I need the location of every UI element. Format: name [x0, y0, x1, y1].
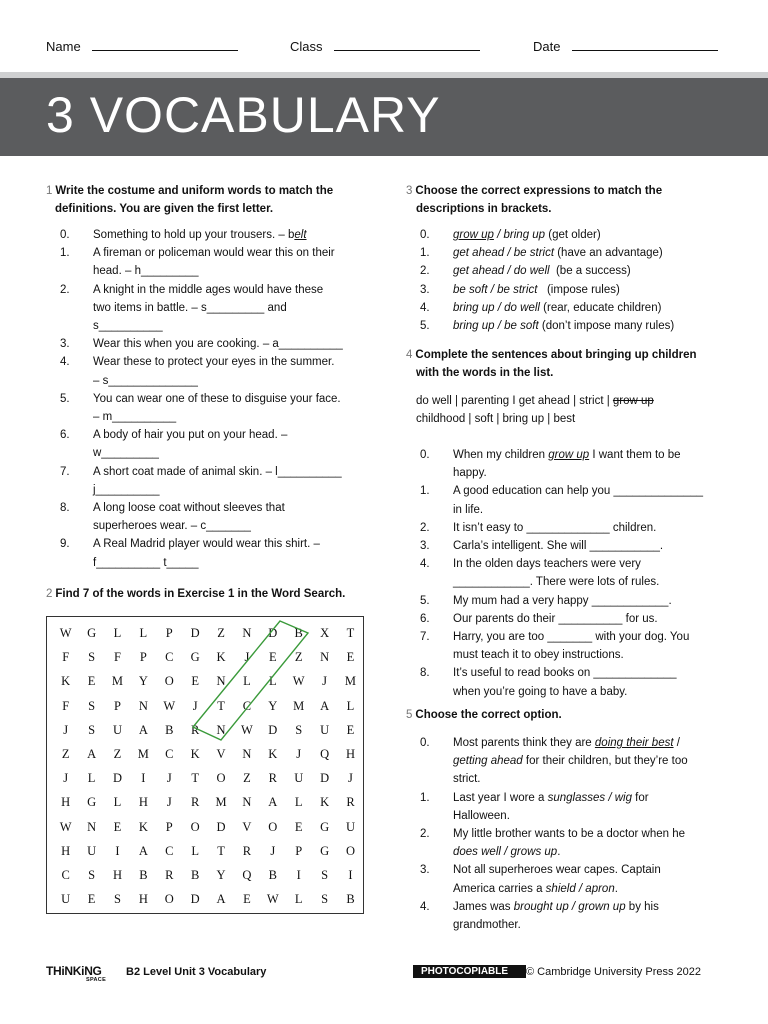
list-item	[46, 353, 366, 389]
item-number: 0.	[420, 229, 430, 241]
list-item: 0. When my children grow up I want them to be happy.	[420, 449, 681, 480]
item-text: f__________ t_____	[93, 556, 199, 569]
grid-letter[interactable]: D	[320, 771, 330, 786]
grid-letter[interactable]: J	[348, 771, 354, 786]
option-a: get ahead	[453, 247, 505, 260]
item-text: Wear this when you are cooking. – a__________	[93, 338, 343, 351]
grid-letter[interactable]: H	[61, 795, 71, 810]
list-item: 4. James was brought up / grown up by his grandmother.	[420, 900, 659, 932]
grid-letter[interactable]: D	[268, 722, 278, 737]
list-item	[406, 628, 730, 664]
item-answer: elt	[294, 229, 307, 241]
item-number: 5.	[60, 392, 70, 405]
item-text: – m__________	[93, 411, 177, 424]
item-description: (get older)	[545, 229, 601, 241]
grid-letter[interactable]: N	[87, 819, 97, 834]
grid-letter[interactable]: K	[268, 746, 278, 761]
grid-letter[interactable]: U	[61, 892, 71, 907]
grid-letter[interactable]: P	[165, 819, 174, 834]
list-item: 3. Not all superheroes wear capes. Captain America carries a shield / apron.	[420, 864, 661, 895]
grid-letter[interactable]: J	[296, 746, 302, 761]
grid-letter[interactable]: M	[344, 674, 357, 689]
item-number: 4.	[60, 356, 70, 369]
list-item: 2. My little brother wants to be a doctor when he does well / grows up.	[420, 828, 686, 859]
list-item	[406, 244, 730, 262]
word-search	[46, 616, 364, 914]
exercise-3-list	[406, 226, 730, 335]
grid-letter[interactable]: N	[320, 650, 330, 665]
item-text: Harry, you are too _______ with your dog. You	[453, 631, 690, 644]
item-number: 9.	[60, 538, 70, 551]
list-item	[406, 482, 730, 518]
grid-letter[interactable]: C	[242, 698, 252, 713]
option-separator: /	[494, 320, 505, 333]
grid-letter[interactable]: D	[190, 892, 201, 907]
option-b: be strict	[513, 247, 555, 260]
item-text: A good education can help you ______________	[453, 485, 704, 498]
date-blank[interactable]	[572, 38, 718, 51]
grid-letter[interactable]: P	[295, 843, 303, 858]
grid-letter[interactable]: O	[268, 819, 278, 834]
item-text: A long loose coat without sleeves that	[93, 502, 285, 515]
grid-letter[interactable]: L	[294, 892, 304, 907]
grid-letter[interactable]: K	[216, 650, 227, 665]
grid-letter[interactable]: N	[242, 746, 252, 761]
item-text: two items in battle. – s_________ and	[93, 301, 287, 314]
grid-letter[interactable]: I	[141, 771, 146, 786]
list-item	[46, 335, 366, 353]
list-item	[406, 664, 730, 700]
item-number: 5.	[420, 320, 430, 333]
grid-letter[interactable]: D	[216, 819, 227, 834]
option-separator: /	[494, 301, 505, 314]
option-b: be soft	[504, 320, 539, 333]
exercise-5	[406, 706, 730, 934]
grid-letter[interactable]: B	[165, 722, 174, 737]
item-number: 3.	[420, 283, 430, 296]
grid-letter[interactable]: O	[164, 674, 175, 689]
grid-letter[interactable]: H	[345, 746, 356, 761]
grid-letter[interactable]: Y	[138, 674, 149, 689]
exercise-2	[46, 585, 366, 603]
grid-letter[interactable]: J	[270, 843, 276, 858]
grid-letter[interactable]: I	[348, 867, 354, 882]
item-number: 6.	[420, 612, 430, 625]
grid-letter[interactable]: L	[87, 771, 96, 786]
footer-level: B2 Level Unit 3 Vocabulary	[126, 966, 267, 978]
photocopiable-badge: PHOTOCOPIABLE	[413, 965, 526, 978]
grid-letter[interactable]: O	[216, 771, 227, 786]
exercise-3	[406, 182, 730, 335]
option-a: bring up	[453, 320, 495, 333]
grid-letter[interactable]: G	[320, 843, 330, 858]
grid-letter[interactable]: Q	[242, 867, 252, 882]
exercise-4-list	[406, 446, 730, 701]
grid-letter[interactable]: K	[61, 674, 71, 689]
item-number: 3.	[420, 540, 430, 553]
grid-letter[interactable]: C	[61, 867, 71, 882]
item-number: 1.	[420, 485, 430, 498]
grid-letter[interactable]: U	[112, 722, 123, 737]
list-item	[46, 426, 366, 462]
grid-letter[interactable]: H	[138, 892, 149, 907]
list-item	[46, 463, 366, 499]
list-item	[406, 610, 730, 628]
grid-letter[interactable]: L	[294, 795, 304, 810]
item-number: 2.	[60, 283, 70, 296]
grid-letter[interactable]: F	[62, 650, 70, 665]
item-text: must teach it to obey instructions.	[453, 649, 624, 662]
option-a: grow up	[453, 229, 494, 241]
exercise-5-list	[406, 734, 730, 934]
grid-letter[interactable]: R	[268, 771, 278, 786]
publisher-logo: THiNKiNG	[46, 964, 102, 978]
grid-letter[interactable]: R	[165, 867, 174, 882]
word-search-highlight	[47, 617, 365, 915]
grid-letter[interactable]: L	[243, 674, 252, 689]
exercise-4	[406, 346, 730, 701]
grid-letter[interactable]: C	[165, 650, 174, 665]
item-text: w_________	[93, 447, 159, 460]
grid-letter[interactable]: A	[320, 698, 330, 713]
grid-letter[interactable]: U	[320, 722, 330, 737]
title-banner	[0, 72, 768, 156]
option-separator: /	[487, 283, 498, 296]
grid-letter[interactable]: V	[216, 746, 227, 761]
grid-letter[interactable]: W	[292, 674, 306, 689]
grid-letter[interactable]: E	[294, 819, 304, 834]
grid-letter[interactable]: D	[190, 626, 201, 640]
item-description: (don’t impose many rules)	[538, 320, 675, 333]
grid-letter[interactable]: Y	[216, 867, 227, 882]
grid-letter[interactable]: F	[114, 650, 122, 665]
item-text: You can wear one of these to disguise your face.	[93, 392, 341, 405]
item-text: It isn’t easy to _____________ children.	[453, 521, 657, 534]
list-item	[406, 317, 730, 335]
item-text: head. – h_________	[93, 265, 199, 278]
option-separator: /	[504, 265, 514, 278]
grid-letter[interactable]: N	[216, 674, 227, 689]
grid-letter[interactable]: E	[243, 892, 252, 907]
item-text: A fireman or policeman would wear this on their	[93, 247, 335, 260]
grid-letter[interactable]: J	[322, 674, 328, 689]
grid-letter[interactable]: V	[242, 819, 252, 834]
list-item	[406, 555, 730, 591]
grid-letter[interactable]: G	[320, 819, 330, 834]
item-number: 7.	[420, 631, 430, 644]
grid-letter[interactable]: K	[190, 746, 201, 761]
exercise-3-instructions: 3 Choose the correct expressions to match the descriptions in brackets.	[406, 185, 663, 215]
grid-letter[interactable]: N	[242, 626, 252, 640]
item-text: A short coat made of animal skin. – l__________	[93, 465, 342, 478]
exercise-2-instructions: 2 Find 7 of the words in Exercise 1 in the Word Search.	[46, 588, 346, 600]
list-item	[46, 244, 366, 280]
grid-letter[interactable]: Z	[294, 650, 304, 665]
grid-letter[interactable]: E	[87, 674, 96, 689]
item-text: when you’re going to have a baby.	[453, 685, 628, 698]
page-title: 3 VOCABULARY	[46, 87, 441, 143]
grid-letter[interactable]: K	[138, 819, 149, 834]
grid-letter[interactable]: L	[113, 626, 122, 640]
item-text: Our parents do their __________ for us.	[453, 612, 658, 625]
item-text: – s______________	[93, 374, 198, 387]
grid-letter[interactable]: M	[111, 674, 124, 689]
copyright: © Cambridge University Press 2022	[526, 966, 702, 978]
item-description: (rear, educate children)	[539, 301, 662, 314]
grid-letter[interactable]: A	[138, 843, 149, 858]
option-b: do well	[513, 265, 550, 278]
grid-letter[interactable]: O	[345, 843, 356, 858]
grid-letter[interactable]: T	[217, 698, 226, 713]
item-number: 8.	[60, 502, 70, 515]
option-b: do well	[504, 301, 540, 314]
exercise-1-instructions: 1 Write the costume and uniform words to match the definitions. You are given the first letter.	[46, 185, 334, 215]
grid-letter[interactable]: A	[216, 892, 227, 907]
grid-letter[interactable]: E	[191, 674, 200, 689]
grid-letter[interactable]: D	[268, 626, 278, 640]
grid-letter[interactable]: L	[191, 843, 200, 858]
item-description: (be a success)	[549, 265, 631, 278]
item-text: My mum had a very happy ____________.	[453, 594, 672, 607]
grid-letter[interactable]: P	[139, 650, 148, 665]
grid-letter[interactable]: I	[115, 843, 121, 858]
grid-letter[interactable]: D	[112, 771, 123, 786]
grid-letter[interactable]: Z	[243, 771, 252, 786]
option-b: bring up	[503, 229, 546, 241]
grid-letter[interactable]: M	[215, 795, 228, 810]
grid-letter[interactable]: U	[345, 819, 356, 834]
list-item	[406, 592, 730, 610]
item-number: 2.	[420, 265, 430, 278]
grid-letter[interactable]: P	[114, 698, 122, 713]
grid-letter[interactable]: N	[242, 795, 252, 810]
exercise-5-instructions: 5 Choose the correct option.	[406, 709, 562, 721]
grid-letter[interactable]: E	[113, 819, 122, 834]
word-list: do well | parenting I get ahead | strict | grow up childhood | soft | bring up | best	[416, 395, 654, 425]
grid-letter[interactable]: A	[138, 722, 149, 737]
name-field[interactable]: Name	[46, 38, 238, 54]
grid-letter[interactable]: P	[165, 626, 174, 640]
exercise-1-list	[46, 226, 366, 572]
grid-letter[interactable]: H	[138, 795, 149, 810]
item-text: s__________	[93, 320, 163, 333]
list-item	[406, 537, 730, 555]
item-number: 8.	[420, 667, 430, 680]
list-item	[46, 281, 366, 336]
grid-letter[interactable]: J	[192, 698, 199, 713]
grid-letter[interactable]: G	[87, 626, 97, 640]
item-text: superheroes wear. – c_______	[93, 520, 251, 533]
list-item	[46, 499, 366, 535]
item-number: 4.	[420, 301, 430, 314]
grid-letter[interactable]: G	[190, 650, 201, 665]
grid-letter[interactable]: O	[164, 892, 175, 907]
list-item	[406, 226, 730, 244]
grid-letter[interactable]: X	[320, 626, 330, 640]
item-number: 7.	[60, 465, 70, 478]
class-field[interactable]: Class	[290, 38, 480, 54]
grid-letter[interactable]: B	[139, 867, 149, 882]
option-a: be soft	[453, 283, 488, 296]
grid-letter[interactable]: S	[88, 698, 96, 713]
grid-letter[interactable]: R	[190, 722, 200, 737]
date-field[interactable]: Date	[533, 38, 718, 54]
grid-letter[interactable]: B	[346, 892, 356, 907]
item-text: A Real Madrid player would wear this shirt. –	[93, 538, 320, 551]
grid-letter[interactable]: T	[217, 843, 226, 858]
grid-letter[interactable]: S	[321, 892, 329, 907]
grid-letter[interactable]: W	[59, 819, 73, 834]
grid-letter[interactable]: L	[139, 626, 148, 640]
grid-letter[interactable]: Q	[320, 746, 330, 761]
grid-letter[interactable]: F	[62, 698, 70, 713]
grid-letter[interactable]: S	[114, 892, 122, 907]
option-a: bring up	[453, 301, 495, 314]
grid-letter[interactable]: B	[190, 867, 200, 882]
grid-letter[interactable]: W	[59, 626, 73, 640]
item-number: 0.	[60, 229, 70, 241]
list-item: 0. Most parents think they are doing their best / getting ahead for their children, but they’re too strict.	[420, 737, 688, 786]
item-number: 4.	[420, 558, 430, 571]
grid-letter[interactable]: L	[269, 674, 278, 689]
grid-letter[interactable]: M	[293, 698, 305, 713]
grid-letter[interactable]: J	[166, 795, 173, 810]
item-text: ____________. There were lots of rules.	[453, 576, 660, 589]
grid-letter[interactable]: A	[268, 795, 278, 810]
list-item	[406, 262, 730, 280]
grid-letter[interactable]: W	[241, 722, 254, 737]
list-item	[46, 390, 366, 426]
grid-letter[interactable]: R	[190, 795, 200, 810]
grid-letter[interactable]: U	[87, 843, 97, 858]
grid-letter[interactable]: H	[112, 867, 123, 882]
grid-letter[interactable]: T	[191, 771, 200, 786]
grid-letter[interactable]: M	[137, 746, 150, 761]
item-text: Carla’s intelligent. She will ___________.	[453, 540, 664, 553]
publisher-logo-sub: SPACE	[86, 977, 107, 983]
item-text: A knight in the middle ages would have these	[93, 283, 324, 296]
grid-letter[interactable]: J	[244, 650, 250, 665]
list-item	[406, 281, 730, 299]
grid-letter[interactable]: K	[320, 795, 330, 810]
grid-letter[interactable]: S	[295, 722, 303, 737]
exercise-4-instructions: 4 Complete the sentences about bringing up children with the words in the list.	[406, 349, 697, 379]
grid-letter[interactable]: E	[346, 722, 355, 737]
grid-letter[interactable]: B	[268, 867, 278, 882]
item-text: A body of hair you put on your head. –	[93, 429, 288, 442]
item-number: 1.	[60, 247, 70, 260]
item-number: 5.	[420, 594, 430, 607]
footer	[46, 964, 722, 984]
item-text: in life.	[453, 503, 484, 516]
item-number: 3.	[60, 338, 70, 351]
list-item	[46, 535, 366, 571]
list-item: 1. Last year I wore a sunglasses / wig for Halloween.	[420, 791, 649, 822]
grid-letter[interactable]: J	[166, 771, 173, 786]
grid-letter[interactable]: C	[165, 746, 174, 761]
item-text: Something to hold up your trousers. – b	[93, 229, 295, 241]
grid-letter[interactable]: Z	[61, 746, 71, 761]
grid-letter[interactable]: S	[88, 722, 96, 737]
item-text: It’s useful to read books on _____________	[453, 667, 677, 680]
item-text: In the olden days teachers were very	[453, 558, 641, 571]
grid-letter[interactable]: G	[87, 795, 97, 810]
grid-letter[interactable]: E	[269, 650, 278, 665]
grid-letter[interactable]: A	[87, 746, 97, 761]
class-blank[interactable]	[334, 38, 480, 51]
grid-letter[interactable]: E	[87, 892, 96, 907]
exercise-1	[46, 182, 366, 572]
item-text: j__________	[93, 483, 160, 496]
item-number: 2.	[420, 521, 430, 534]
list-item	[406, 299, 730, 317]
grid-letter[interactable]: W	[163, 698, 176, 713]
option-b: be strict	[497, 283, 538, 296]
grid-letter[interactable]: E	[346, 650, 355, 665]
grid-letter[interactable]: Z	[217, 626, 226, 640]
list-item	[406, 519, 730, 537]
grid-letter[interactable]: S	[321, 867, 329, 882]
grid-letter[interactable]: S	[88, 867, 96, 882]
grid-letter[interactable]: I	[296, 867, 302, 882]
item-number: 1.	[420, 247, 430, 260]
option-a: get ahead	[453, 265, 505, 278]
grid-letter[interactable]: O	[190, 819, 201, 834]
highlight-belt	[193, 621, 308, 740]
item-text: Wear these to protect your eyes in the summer.	[93, 356, 335, 369]
grid-letter[interactable]: R	[242, 843, 252, 858]
grid-letter[interactable]: B	[294, 626, 304, 640]
grid-letter[interactable]: U	[294, 771, 304, 786]
grid-letter[interactable]: L	[346, 698, 355, 713]
grid-letter[interactable]: T	[346, 626, 355, 640]
grid-letter[interactable]: J	[63, 771, 69, 786]
grid-letter[interactable]: Z	[113, 746, 122, 761]
grid-letter[interactable]: Y	[268, 698, 278, 713]
list-item	[46, 226, 366, 244]
grid-letter[interactable]: N	[138, 698, 149, 713]
item-description: (impose rules)	[537, 283, 620, 296]
option-separator: /	[504, 247, 514, 260]
grid-letter[interactable]: C	[165, 843, 174, 858]
option-separator: /	[493, 229, 504, 241]
grid-letter[interactable]: J	[63, 722, 69, 737]
grid-letter[interactable]: W	[266, 892, 280, 907]
grid-letter[interactable]: S	[88, 650, 96, 665]
item-number: 6.	[60, 429, 70, 442]
name-blank[interactable]	[92, 38, 238, 51]
grid-letter[interactable]: H	[61, 843, 71, 858]
item-description: (have an advantage)	[554, 247, 663, 260]
grid-letter[interactable]: N	[216, 722, 227, 737]
grid-letter[interactable]: R	[346, 795, 356, 810]
grid-letter[interactable]: L	[113, 795, 122, 810]
